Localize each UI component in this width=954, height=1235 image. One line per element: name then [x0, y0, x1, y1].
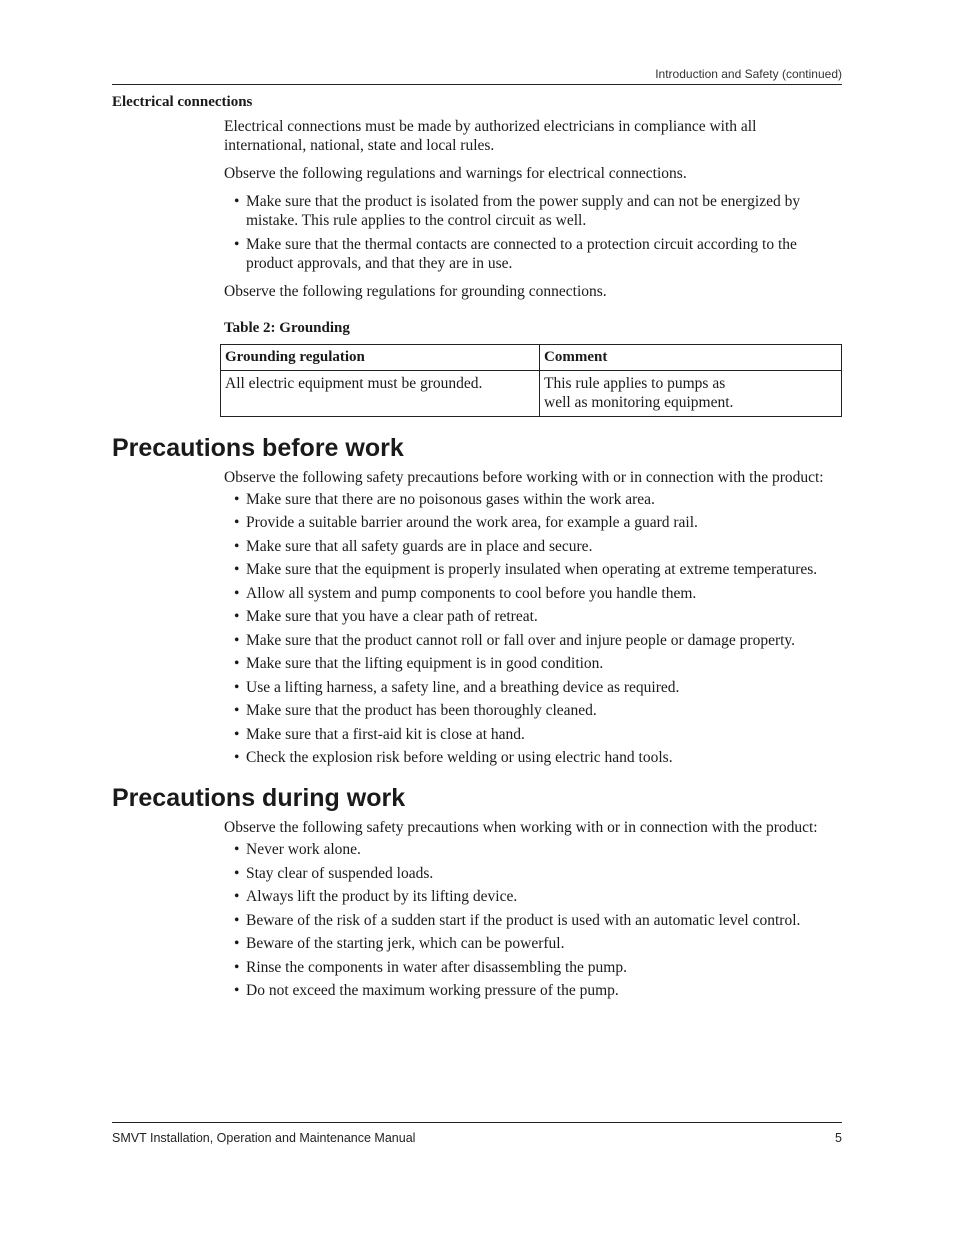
bullet-icon: • [234, 935, 240, 952]
table-caption: Table 2: Grounding [224, 319, 350, 336]
bullet-icon: • [234, 725, 240, 743]
list-item: • Beware of the risk of a sudden start if the product is used with an automatic level control. [234, 911, 801, 929]
grounding-table [220, 344, 842, 417]
list-item: • Make sure that the lifting equipment is in good condition. [234, 655, 604, 672]
list-item: • Stay clear of suspended loads. [234, 864, 434, 882]
list-item: • Make sure that the product cannot roll or fall over and injure people or damage property. [234, 631, 796, 649]
before-work-intro: Observe the following safety precautions before working with or in connection with the product: [224, 468, 824, 486]
list-item: • Never work alone. [234, 841, 361, 858]
during-work-bullet-list [224, 840, 824, 1000]
electrical-para-2: Observe the following regulations and warnings for electrical connections. [224, 165, 687, 182]
list-item: • Make sure that there are no poisonous gases within the work area. [234, 490, 655, 508]
list-item: • Beware of the starting jerk, which can be powerful. [234, 935, 565, 952]
bullet-icon: • [234, 749, 240, 766]
bullet-icon: • [234, 193, 240, 210]
during-work-intro: Observe the following safety precautions when working with or in connection with the product: [224, 819, 818, 836]
bullet-icon: • [234, 864, 240, 882]
bullet-icon: • [234, 490, 240, 508]
footer-rule [112, 1122, 842, 1123]
list-item: • Make sure that you have a clear path of retreat. [234, 608, 538, 625]
bullet-icon: • [234, 655, 240, 672]
bullet-icon: • [234, 841, 240, 858]
footer-page-number: 5 [835, 1131, 842, 1145]
list-item: • Make sure that the product has been thoroughly cleaned. [234, 702, 597, 719]
list-item: • Rinse the components in water after disassembling the pump. [234, 958, 627, 976]
bullet-icon: • [234, 235, 240, 253]
before-work-bullet-list [224, 490, 824, 768]
electrical-body [224, 117, 824, 301]
list-item: • Make sure that a first-aid kit is close at hand. [234, 725, 525, 743]
section-title-before-work: Precautions before work [112, 433, 404, 462]
bullet-icon: • [234, 537, 240, 555]
bullet-icon: • [234, 911, 240, 929]
bullet-icon: • [234, 702, 240, 719]
list-item: • Do not exceed the maximum working pressure of the pump. [234, 982, 619, 999]
running-header: Introduction and Safety (continued) [655, 67, 842, 81]
bullet-icon: • [234, 514, 240, 531]
table-cell-regulation: All electric equipment must be grounded. [221, 370, 540, 416]
list-item: • Always lift the product by its lifting device. [234, 888, 518, 905]
bullet-icon: • [234, 678, 240, 696]
list-item: • Make sure that the product is isolated from the power supply and can not be energized by mistake. This rule applies to the control circuit as well. [234, 193, 801, 229]
list-item: • Make sure that all safety guards are in place and secure. [234, 537, 593, 555]
bullet-icon: • [234, 584, 240, 602]
bullet-icon: • [234, 561, 240, 578]
list-item: • Check the explosion risk before welding or using electric hand tools. [234, 749, 673, 766]
footer-manual-title: SMVT Installation, Operation and Maintenance Manual [112, 1131, 416, 1145]
bullet-icon: • [234, 888, 240, 905]
list-item: • Provide a suitable barrier around the work area, for example a guard rail. [234, 514, 698, 531]
list-item: • Allow all system and pump components to cool before you handle them. [234, 584, 697, 602]
table-cell-comment: This rule applies to pumps as well as monitoring equipment. [540, 370, 842, 416]
electrical-bullet-list [224, 192, 824, 273]
page-content [112, 93, 842, 1009]
column-header-comment: Comment [540, 344, 842, 370]
bullet-icon: • [234, 958, 240, 976]
before-work-body [224, 468, 824, 768]
section-title-during-work: Precautions during work [112, 784, 406, 812]
header-rule [112, 84, 842, 85]
bullet-icon: • [234, 608, 240, 625]
list-item: • Use a lifting harness, a safety line, and a breathing device as required. [234, 678, 680, 696]
list-item: • Make sure that the equipment is properly insulated when operating at extreme temperatures. [234, 561, 818, 578]
bullet-icon: • [234, 631, 240, 649]
table-row [221, 370, 842, 416]
list-item: • Make sure that the thermal contacts are connected to a protection circuit according to the product approvals, and that they are in use. [234, 235, 797, 272]
electrical-connections-subhead: Electrical connections [112, 94, 253, 110]
electrical-para-3: Observe the following regulations for grounding connections. [224, 282, 607, 300]
during-work-body [224, 818, 824, 1000]
bullet-icon: • [234, 982, 240, 999]
table-header-row [221, 344, 842, 370]
column-header-regulation: Grounding regulation [221, 344, 540, 370]
electrical-para-1: Electrical connections must be made by authorized electricians in compliance with all international, national, state and local rules. [224, 118, 757, 154]
